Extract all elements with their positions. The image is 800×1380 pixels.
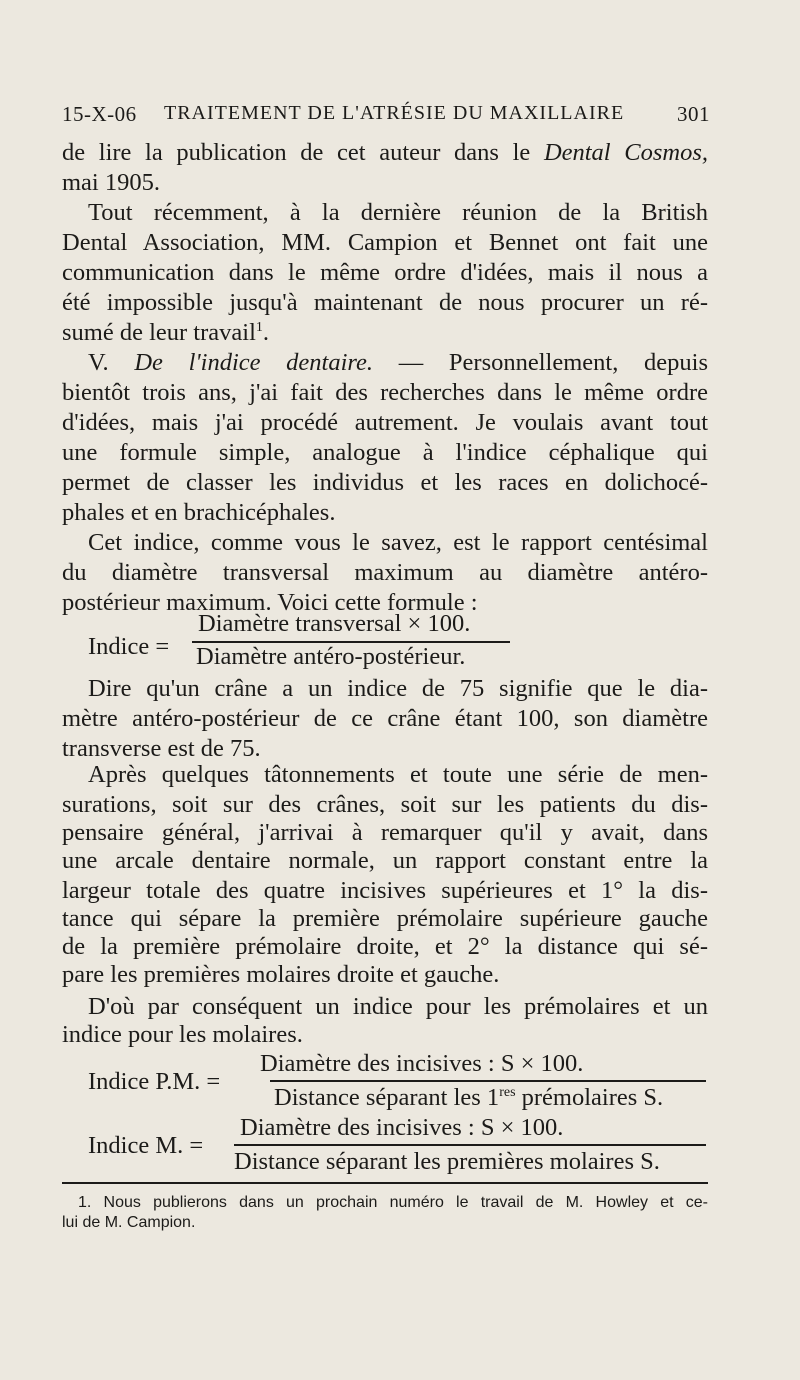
text-line: une arcale dentaire normale, un rapport constant entre la	[62, 847, 708, 874]
text-line: de la première prémolaire droite, et 2° la distance qui sé-	[62, 933, 708, 960]
text-line: d'idées, mais j'ai procédé autrement. Je voulais avant tout	[62, 409, 708, 436]
text-line: pare les premières molaires droite et gauche.	[62, 961, 500, 988]
formula-numerator: Diamètre transversal × 100.	[198, 610, 471, 637]
text-line: communication dans le même ordre d'idées, mais il nous a	[62, 259, 708, 286]
formula-lhs: Indice P.M. =	[88, 1068, 221, 1095]
header-date: 15-X-06	[62, 102, 137, 126]
text-line: Après quelques tâtonnements et toute une série de men-	[88, 761, 708, 788]
text-line: Dental Association, MM. Campion et Bennet ont fait une	[62, 229, 708, 256]
text-line: mai 1905.	[62, 169, 160, 196]
formula-lhs: Indice =	[88, 633, 170, 660]
text-line: Tout récemment, à la dernière réunion de la British	[88, 199, 708, 226]
formula-numerator: Diamètre des incisives : S × 100.	[240, 1114, 564, 1141]
formula-numerator: Diamètre des incisives : S × 100.	[260, 1050, 584, 1077]
text-line: permet de classer les individus et les races en dolichocé-	[62, 469, 708, 496]
text-line: surations, soit sur des crânes, soit sur les patients du dis-	[62, 791, 708, 818]
text-line: indice pour les molaires.	[62, 1021, 303, 1048]
fraction-bar	[270, 1080, 706, 1082]
fraction-bar	[234, 1144, 706, 1146]
text-line: postérieur maximum. Voici cette formule :	[62, 589, 478, 616]
text-line: bientôt trois ans, j'ai fait des recherches dans le même ordre	[62, 379, 708, 406]
text-line: de lire la publication de cet auteur dans le Dental Cosmos,	[62, 139, 708, 166]
page-number: 301	[677, 102, 710, 126]
formula-denominator: Distance séparant les 1res prémolaires S.	[274, 1084, 664, 1111]
journal-title: Dental Cosmos,	[543, 139, 708, 166]
formula-denominator: Distance séparant les premières molaires S.	[234, 1148, 660, 1175]
text-line: du diamètre transversal maximum au diamètre antéro-	[62, 559, 708, 586]
footnote-line: lui de M. Campion.	[62, 1214, 196, 1231]
section-heading-line: V. De l'indice dentaire. — Personnellement, depuis	[88, 349, 708, 376]
section-title: De l'indice dentaire.	[134, 349, 374, 376]
footnote-ref: 1	[255, 320, 263, 335]
text-line: mètre antéro-postérieur de ce crâne étant 100, son diamètre	[62, 705, 708, 732]
text-line: Cet indice, comme vous le savez, est le rapport centésimal	[88, 529, 708, 556]
text-line: pensaire général, j'arrivai à remarquer qu'il y avait, dans	[62, 819, 708, 846]
text-line: phales et en brachicéphales.	[62, 499, 336, 526]
formula-lhs: Indice M. =	[88, 1132, 204, 1159]
text-line: été impossible jusqu'à maintenant de nous procurer un ré-	[62, 289, 708, 316]
text-line: sumé de leur travail$^1$.	[62, 319, 270, 346]
formula-denominator: Diamètre antéro-postérieur.	[196, 643, 466, 670]
text-line: largeur totale des quatre incisives supérieures et 1° la dis-	[62, 877, 708, 904]
text-line: transverse est de 75.	[62, 735, 261, 762]
text-line: Dire qu'un crâne a un indice de 75 signifie que le dia-	[88, 675, 708, 702]
text-line: tance qui sépare la première prémolaire supérieure gauche	[62, 905, 708, 932]
text-line: une formule simple, analogue à l'indice céphalique qui	[62, 439, 708, 466]
text-line: D'où par conséquent un indice pour les prémolaires et un	[88, 993, 708, 1020]
footnote-line: 1. Nous publierons dans un prochain numéro le travail de M. Howley et ce-	[78, 1194, 708, 1211]
header-title: TRAITEMENT DE L'ATRÉSIE DU MAXILLAIRE	[164, 102, 625, 124]
footnote-rule	[62, 1182, 708, 1184]
running-header	[62, 102, 710, 130]
